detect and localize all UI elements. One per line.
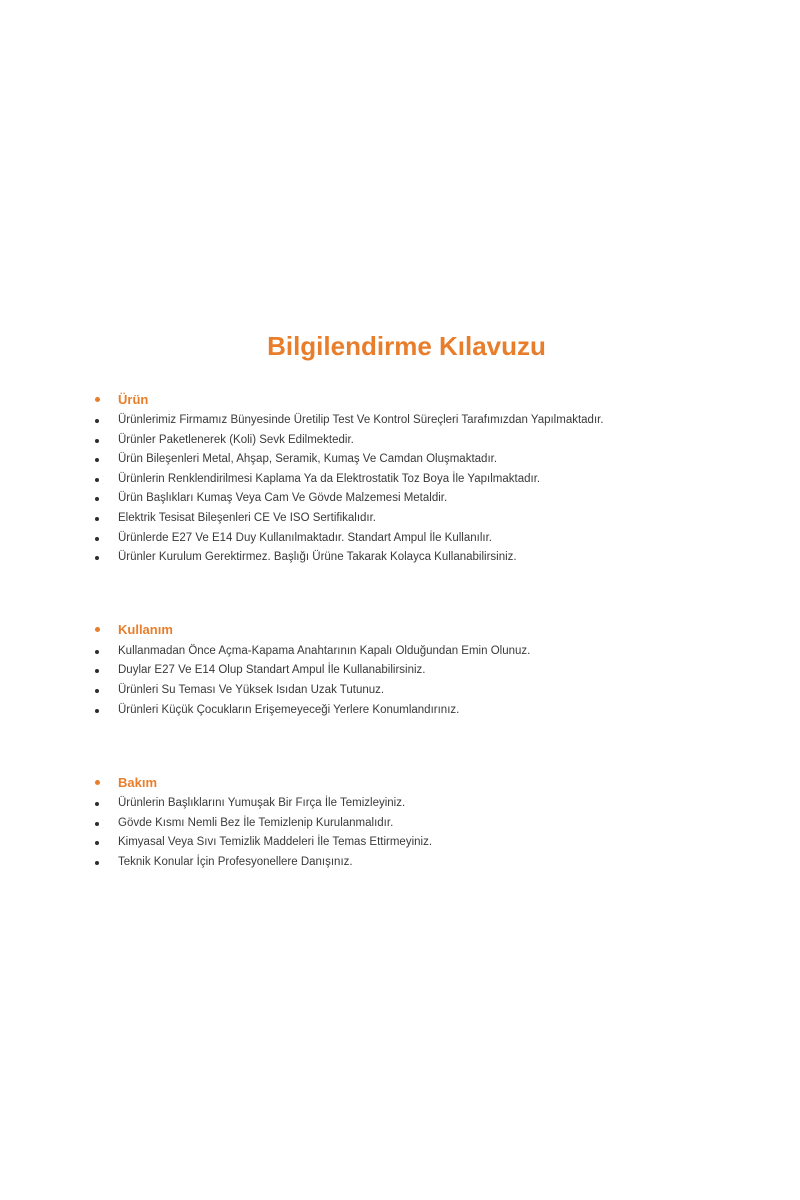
- list-item: [95, 681, 730, 701]
- bullet-icon: [95, 478, 99, 482]
- bullet-icon: [95, 709, 99, 713]
- list-item: [95, 548, 730, 568]
- bullet-icon: [95, 841, 99, 845]
- list-item-text: Ürünlerimiz Firmamız Bünyesinde Üretilip Test Ve Kontrol Süreçleri Tarafımızdan Yapılmaktadır.: [118, 414, 604, 426]
- list-item-text: Kullanmadan Önce Açma-Kapama Anahtarının Kapalı Olduğundan Emin Olunuz.: [118, 644, 531, 657]
- bullet-icon: [95, 397, 100, 402]
- list-item: [95, 431, 730, 451]
- list-item-text: Duylar E27 Ve E14 Olup Standart Ampul İle Kullanabilirsiniz.: [118, 664, 426, 677]
- list-item: [95, 642, 730, 662]
- list-item: [95, 853, 730, 873]
- section: [95, 772, 730, 872]
- section-heading: Ürün: [118, 391, 149, 407]
- bullet-icon: [95, 650, 99, 654]
- bullet-icon: [95, 439, 99, 443]
- list-item-text: Ürünleri Küçük Çocukların Erişemeyeceği Yerlere Konumlandırınız.: [118, 703, 460, 716]
- bullet-icon: [95, 822, 99, 826]
- list-item: [95, 794, 730, 814]
- section-heading: Kullanım: [118, 622, 173, 638]
- section-heading: Bakım: [118, 774, 158, 790]
- sections-container: [95, 389, 730, 873]
- bullet-icon: [95, 419, 99, 423]
- list-item: [95, 509, 730, 529]
- list-item-text: Ürünlerin Başlıklarını Yumuşak Bir Fırça İle Temizleyiniz.: [118, 797, 406, 810]
- section-heading-row: [95, 772, 730, 792]
- list-item-text: Ürün Bileşenleri Metal, Ahşap, Seramik, Kumaş Ve Camdan Oluşmaktadır.: [118, 453, 498, 466]
- list-item: [95, 489, 730, 509]
- list-item-text: Ürünler Paketlenerek (Koli) Sevk Edilmektedir.: [118, 433, 354, 446]
- bullet-icon: [95, 556, 99, 560]
- list-item-text: Ürünlerde E27 Ve E14 Duy Kullanılmaktadır. Standart Ampul İle Kullanılır.: [118, 531, 492, 544]
- list-item-text: Ürünlerin Renklendirilmesi Kaplama Ya da Elektrostatik Toz Boya İle Yapılmaktadır.: [118, 472, 541, 485]
- list-item-text: Gövde Kısmı Nemli Bez İle Temizlenip Kurulanmalıdır.: [118, 816, 394, 829]
- list-item-text: Elektrik Tesisat Bileşenleri CE Ve ISO Sertifikalıdır.: [118, 511, 376, 524]
- bullet-icon: [95, 458, 99, 462]
- section-items: [95, 794, 730, 872]
- page-title: Bilgilendirme Kılavuzu: [267, 331, 546, 361]
- list-item: [95, 529, 730, 549]
- list-item: [95, 701, 730, 721]
- list-item-text: Ürünler Kurulum Gerektirmez. Başlığı Ürüne Takarak Kolayca Kullanabilirsiniz.: [118, 551, 517, 564]
- list-item: [95, 833, 730, 853]
- bullet-icon: [95, 537, 99, 541]
- list-item-text: Teknik Konular İçin Profesyonellere Danışınız.: [118, 855, 353, 868]
- bullet-icon: [95, 627, 100, 632]
- section: [95, 389, 730, 568]
- bullet-icon: [95, 861, 99, 865]
- bullet-icon: [95, 689, 99, 693]
- section-heading-row: [95, 389, 730, 409]
- bullet-icon: [95, 802, 99, 806]
- section-items: [95, 411, 730, 568]
- list-item: [95, 661, 730, 681]
- list-item: [95, 814, 730, 834]
- bullet-icon: [95, 497, 99, 501]
- list-item-text: Ürün Başlıkları Kumaş Veya Cam Ve Gövde Malzemesi Metaldir.: [118, 492, 448, 505]
- bullet-icon: [95, 780, 100, 785]
- bullet-icon: [95, 669, 99, 673]
- bullet-icon: [95, 517, 99, 521]
- section: [95, 620, 730, 720]
- list-item-text: Kimyasal Veya Sıvı Temizlik Maddeleri İle Temas Ettirmeyiniz.: [118, 836, 433, 849]
- section-heading-row: [95, 620, 730, 640]
- section-items: [95, 642, 730, 720]
- list-item: [95, 470, 730, 490]
- list-item-text: Ürünleri Su Teması Ve Yüksek Isıdan Uzak Tutunuz.: [118, 683, 385, 696]
- list-item: [95, 411, 730, 431]
- list-item: [95, 450, 730, 470]
